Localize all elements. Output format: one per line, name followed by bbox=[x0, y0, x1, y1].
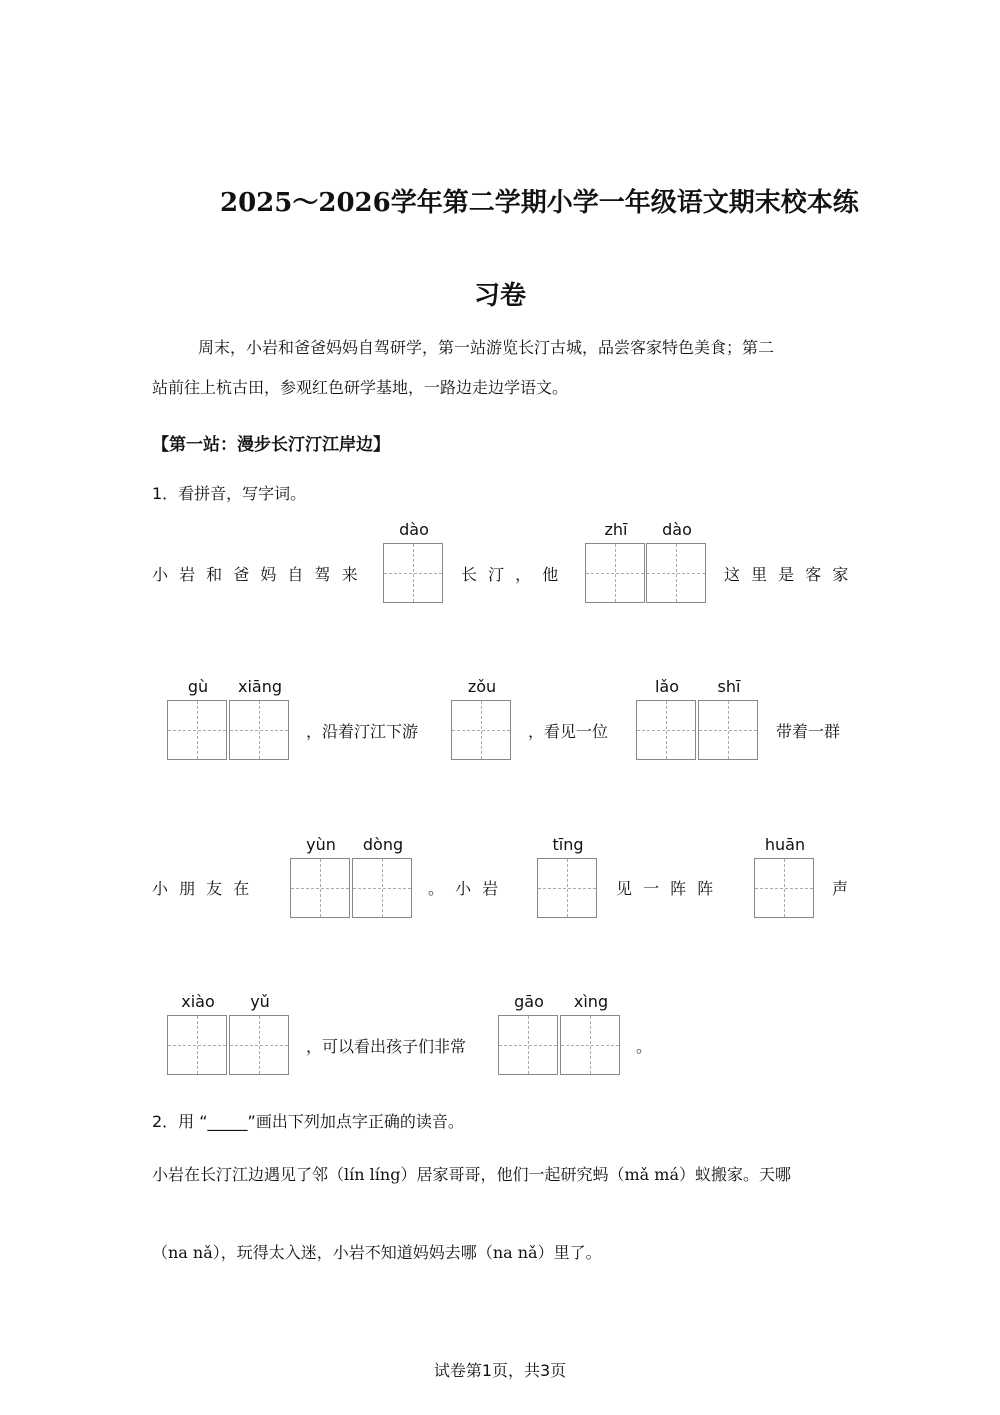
writing-grid[interactable] bbox=[451, 700, 511, 760]
row3-text-1: 小 朋 友 在 bbox=[152, 879, 253, 898]
text: 里了。 bbox=[553, 1243, 602, 1262]
pinyin: zhī bbox=[604, 520, 628, 539]
dotted-character: 邻 bbox=[312, 1165, 329, 1184]
intro-line-2: 站前往上杭古田，参观红色研学基地，一路边走边学语文。 bbox=[152, 378, 569, 397]
row2-text-1: ，沿着汀江下游 bbox=[306, 722, 419, 741]
reading-options[interactable]: （mǎ má） bbox=[608, 1165, 695, 1184]
pinyin: gù bbox=[187, 677, 209, 696]
writing-grid[interactable] bbox=[290, 858, 350, 918]
pinyin: xìng bbox=[573, 992, 609, 1011]
pinyin: dào bbox=[399, 520, 429, 539]
row4-text-1: ，可以看出孩子们非常 bbox=[306, 1037, 467, 1056]
pinyin: xiào bbox=[181, 992, 215, 1011]
dotted-character: 蚂 bbox=[592, 1165, 609, 1184]
pinyin: dào bbox=[662, 520, 692, 539]
question-2-line-1 bbox=[152, 1165, 791, 1185]
pinyin: xiāng bbox=[237, 677, 282, 696]
writing-grid[interactable] bbox=[698, 700, 758, 760]
reading-options[interactable]: （na nǎ） bbox=[476, 1243, 554, 1262]
pinyin: gāo bbox=[514, 992, 544, 1011]
writing-grid[interactable] bbox=[585, 543, 645, 603]
row3-text-3: 见 一 阵 阵 bbox=[616, 879, 717, 898]
row3-text-4: 声 bbox=[832, 879, 849, 898]
text: 小岩在长汀江边遇见了 bbox=[152, 1165, 313, 1184]
writing-grid[interactable] bbox=[383, 543, 443, 603]
writing-grid[interactable] bbox=[167, 1015, 227, 1075]
text: ，玩得太入迷，小岩不知道妈妈去 bbox=[220, 1243, 461, 1262]
text: 居家哥哥，他们一起研究 bbox=[416, 1165, 593, 1184]
pinyin: yǔ bbox=[250, 992, 270, 1011]
writing-grid[interactable] bbox=[352, 858, 412, 918]
writing-grid[interactable] bbox=[167, 700, 227, 760]
intro-line-1: 周末，小岩和爸爸妈妈自驾研学，第一站游览长汀古城，品尝客家特色美食；第二 bbox=[198, 338, 775, 357]
pinyin: tīng bbox=[552, 835, 584, 854]
row3-text-2: 。 小 岩 bbox=[428, 879, 502, 898]
row2-text-2: ，看见一位 bbox=[528, 722, 609, 741]
section-heading: 【第一站：漫步长汀汀江岸边】 bbox=[152, 435, 390, 455]
text: 蚁搬家。天 bbox=[695, 1165, 776, 1184]
writing-grid[interactable] bbox=[754, 858, 814, 918]
row1-text-1: 小 岩 和 爸 妈 自 驾 来 bbox=[152, 565, 361, 584]
writing-grid[interactable] bbox=[229, 1015, 289, 1075]
question-2-line-2 bbox=[152, 1243, 602, 1263]
pinyin: zǒu bbox=[467, 677, 497, 696]
writing-grid[interactable] bbox=[537, 858, 597, 918]
row1-text-2: 长 汀 ， 他 bbox=[461, 565, 562, 584]
dotted-character: 哪 bbox=[460, 1243, 477, 1262]
page-footer: 试卷第1页，共3页 bbox=[433, 1361, 567, 1380]
reading-options[interactable]: （na nǎ） bbox=[152, 1243, 221, 1262]
pinyin: shī bbox=[717, 677, 741, 696]
page-title: 2025～2026学年第二学期小学一年级语文期末校本练 bbox=[220, 188, 859, 218]
writing-grid[interactable] bbox=[560, 1015, 620, 1075]
writing-grid[interactable] bbox=[498, 1015, 558, 1075]
reading-options[interactable]: （lín líng） bbox=[328, 1165, 417, 1184]
row1-text-3: 这 里 是 客 家 bbox=[724, 565, 852, 584]
pinyin: lǎo bbox=[654, 677, 680, 696]
row2-text-3: 带着一群 bbox=[776, 722, 841, 741]
question-1-prompt: 1．看拼音，写字词。 bbox=[152, 484, 307, 503]
writing-grid[interactable] bbox=[229, 700, 289, 760]
pinyin: yùn bbox=[306, 835, 336, 854]
row4-text-2: 。 bbox=[636, 1037, 653, 1056]
dotted-character: 哪 bbox=[775, 1165, 792, 1184]
pinyin: dòng bbox=[362, 835, 404, 854]
question-2-prompt: 2．用 “_____”画出下列加点字正确的读音。 bbox=[152, 1112, 464, 1131]
writing-grid[interactable] bbox=[646, 543, 706, 603]
pinyin: huān bbox=[764, 835, 806, 854]
page-title-continued: 习卷 bbox=[474, 281, 527, 311]
writing-grid[interactable] bbox=[636, 700, 696, 760]
